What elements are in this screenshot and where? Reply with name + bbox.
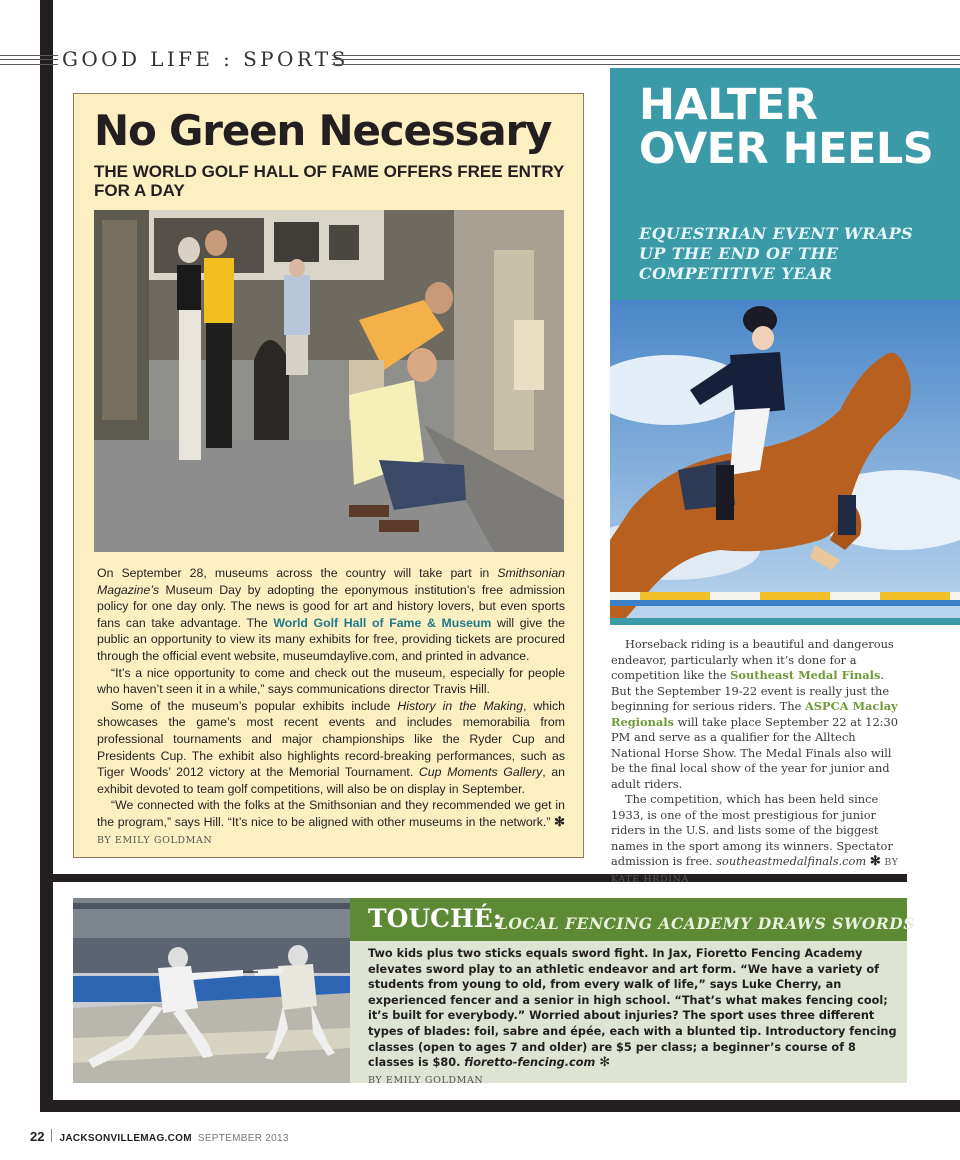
fencing-byline: BY EMILY GOLDMAN <box>368 1074 484 1086</box>
aspca-maclay-link[interactable]: ASPCA Maclay Regionals <box>611 699 898 729</box>
golf-paragraph-4: “We connected with the folks at the Smithsonian and they recommended we get in the program,” says Hill. “It’s nice to be aligned with other museums in the network.” ✻ BY EMILY GOLDMAN <box>97 798 565 846</box>
fencing-article-body <box>368 946 898 1088</box>
southeast-medal-finals-link[interactable]: Southeast Medal Finals <box>730 668 881 682</box>
golf-exhibit-name: History in the Making <box>397 698 524 713</box>
fencing-tagline: LOCAL FENCING ACADEMY DRAWS SWORDS <box>497 914 915 933</box>
footer-site[interactable]: JACKSONVILLEMAG.COM <box>59 1133 192 1144</box>
equestrian-paragraph-2: The competition, which has been held since 1933, is one of the most prestigious for junior riders in the U.S. and lists some of the biggest names in the sport among its winners. Spectator admission is free. southeastmedalfinals.com ✻ BY KATE HRDINA <box>611 792 899 885</box>
equestrian-subtitle: EQUESTRIAN EVENT WRAPS UP THE END OF THE COMPETITIVE YEAR <box>639 224 914 283</box>
fencing-photo <box>73 898 350 1083</box>
end-mark-icon: ✻ <box>869 854 881 869</box>
equestrian-title: HALTER OVER HEELS <box>639 80 934 174</box>
page-footer <box>30 1128 289 1146</box>
golf-gallery-name: Cup Moments Gallery <box>418 765 543 780</box>
page-bottom-bar <box>40 1100 960 1112</box>
fencing-title: TOUCHÉ: <box>368 904 502 933</box>
golf-magazine-title: Smithsonian Magazine’s <box>97 566 565 597</box>
end-mark-icon: ✻ <box>554 813 565 829</box>
golf-paragraph-1: On September 28, museums across the country will take part in Smithsonian Magazine’s Museum Day by adopting the eponymous institution’s free admission policy for one day only. The news is good for art and history lovers, but even sports fans can take advantage. The World Golf Hall of Fame & Museum will give the public an opportunity to view its many exhibits for free, providing tickets are procured through the official event website, museumdaylive.com, and printed in advance. <box>97 566 565 663</box>
section-label: GOOD LIFE : SPORTS <box>62 47 349 71</box>
golf-paragraph-3: Some of the museum’s popular exhibits include History in the Making, which showcases the game’s most recent events and includes memorabilia from professional tournaments and major championships like the Ryder Cup and Presidents Cup. The exhibit also highlights record-breaking performances, such as Tiger Woods’ 2012 victory at the Memorial Tournament. Cup Moments Gallery, an exhibit devoted to team golf competitions, will also be on display in September. <box>97 698 565 796</box>
equestrian-article-body <box>611 637 907 887</box>
golf-museum-photo <box>94 210 564 552</box>
equestrian-paragraph-1: Horseback riding is a beautiful and dangerous endeavor, particularly when it’s done for a competition like the Southeast Medal Finals. But the September 19-22 event is really just the beginning for serious riders. The ASPCA Maclay Regionals will take place September 22 at 12:30 PM and serve as a qualifier for the Alltech National Horse Show. The Medal Finals also will be the final local show of the year for junior and adult riders. <box>611 637 899 791</box>
equestrian-site-link[interactable]: southeastmedalfinals.com <box>716 854 867 868</box>
golf-article-body <box>97 565 565 849</box>
end-mark-icon: ✻ <box>599 1055 611 1071</box>
footer-separator <box>51 1129 52 1142</box>
golf-title: No Green Necessary <box>94 106 552 155</box>
header-rule-left <box>0 55 58 65</box>
page-left-bar <box>40 0 53 1112</box>
fencing-site-link[interactable]: fioretto-fencing.com <box>464 1056 596 1070</box>
equestrian-byline: BY KATE HRDINA <box>611 857 899 885</box>
golf-byline: BY EMILY GOLDMAN <box>97 834 213 846</box>
horse-jump-photo <box>610 300 960 625</box>
golf-paragraph-2: “It’s a nice opportunity to come and check out the museum, especially for people who haven’t seen it in a while,” says communications director Travis Hill. <box>97 665 565 697</box>
golf-subtitle: THE WORLD GOLF HALL OF FAME OFFERS FREE ENTRY FOR A DAY <box>94 162 565 200</box>
page-number: 22 <box>30 1129 45 1144</box>
footer-issue: SEPTEMBER 2013 <box>197 1133 289 1144</box>
header-rule-right <box>332 55 960 65</box>
golf-museum-link[interactable]: World Golf Hall of Fame & Museum <box>273 615 492 630</box>
fencing-paragraph: Two kids plus two sticks equals sword fight. In Jax, Fioretto Fencing Academy elevates sword play to an athletic endeavor and art form. “We have a variety of students from young to old, from every walk of life,” says Luke Cherry, an experienced fencer and a senior in high school. “That’s what makes fencing cool; it’s built for everybody.” Worried about injuries? The sport uses three different types of blades: foil, sabre and épée, each with a blunted tip. Introductory fencing classes (open to ages 7 and older) are $5 per class; a beginner’s course of 8 classes is $80. <box>368 947 897 1070</box>
